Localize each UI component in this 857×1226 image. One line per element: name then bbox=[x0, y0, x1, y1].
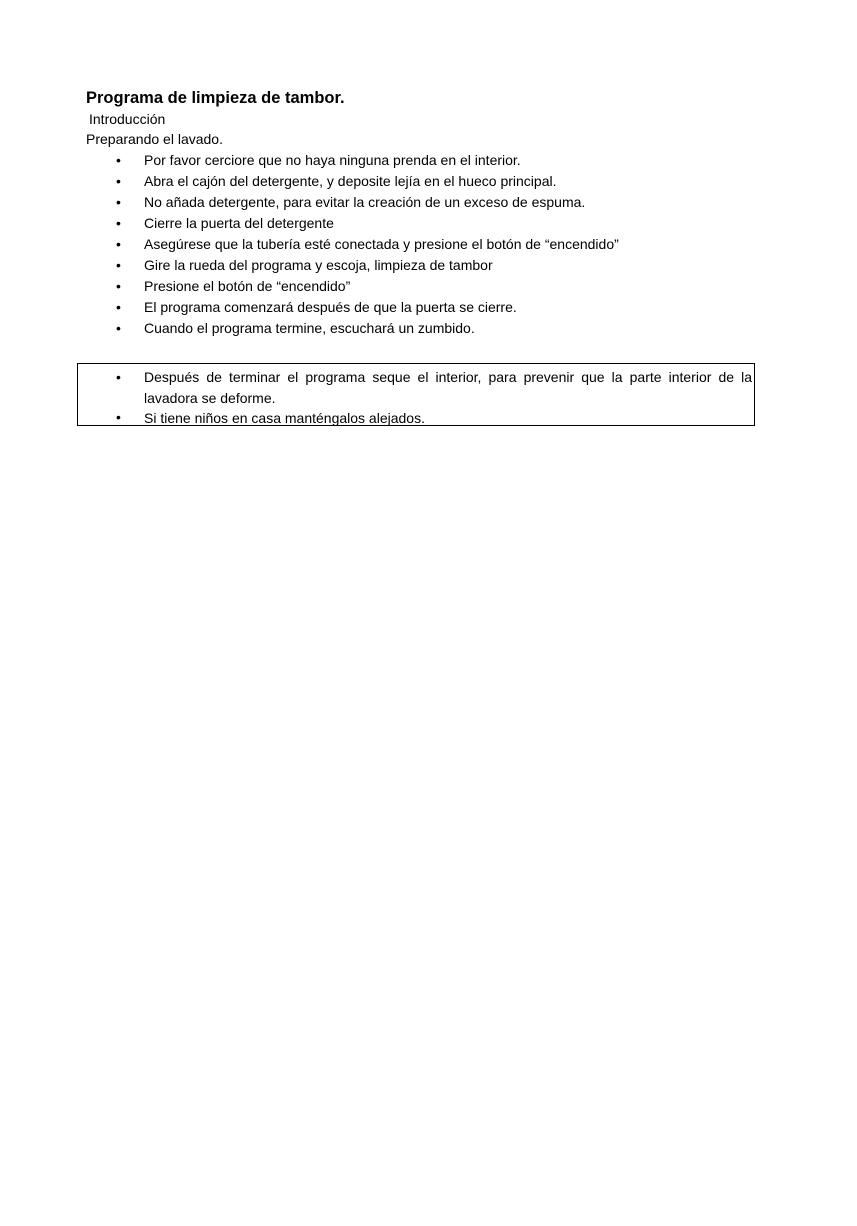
bullet-icon: • bbox=[116, 215, 121, 231]
bullet-icon: • bbox=[116, 236, 121, 252]
step-text: Cuando el programa termine, escuchará un zumbido. bbox=[144, 320, 475, 336]
bullet-icon: • bbox=[116, 369, 121, 385]
step-text: Gire la rueda del programa y escoja, limpieza de tambor bbox=[144, 257, 493, 273]
notice-item-dry-interior: Después de terminar el programa seque el interior, para prevenir que la parte interior de la lavadora se deforme. bbox=[144, 369, 752, 406]
bullet-icon: • bbox=[116, 320, 121, 336]
bullet-icon: • bbox=[116, 409, 121, 425]
list-item bbox=[0, 150, 857, 171]
notice-box bbox=[77, 363, 755, 426]
steps-list bbox=[0, 150, 857, 339]
bullet-icon: • bbox=[116, 152, 121, 168]
list-item bbox=[0, 192, 857, 213]
bullet-icon: • bbox=[116, 278, 121, 294]
list-item bbox=[0, 276, 857, 297]
list-item bbox=[0, 234, 857, 255]
step-text: Abra el cajón del detergente, y deposite lejía en el hueco principal. bbox=[144, 173, 557, 189]
step-text: Presione el botón de “encendido” bbox=[144, 278, 351, 294]
step-text: El programa comenzará después de que la puerta se cierre. bbox=[144, 299, 517, 315]
intro-label: Introducción bbox=[89, 111, 166, 127]
bullet-icon: • bbox=[116, 173, 121, 189]
step-text: Cierre la puerta del detergente bbox=[144, 215, 334, 231]
step-text: No añada detergente, para evitar la creación de un exceso de espuma. bbox=[144, 194, 586, 210]
list-item bbox=[0, 255, 857, 276]
bullet-icon: • bbox=[116, 257, 121, 273]
document-title: Programa de limpieza de tambor. bbox=[86, 89, 345, 107]
bullet-icon: • bbox=[116, 299, 121, 315]
list-item bbox=[0, 297, 857, 318]
bullet-icon: • bbox=[116, 194, 121, 210]
step-text: Por favor cerciore que no haya ninguna prenda en el interior. bbox=[144, 152, 521, 168]
prep-heading: Preparando el lavado. bbox=[86, 131, 223, 147]
list-item bbox=[0, 171, 857, 192]
list-item bbox=[0, 213, 857, 234]
step-text: Asegúrese que la tubería esté conectada y presione el botón de “encendido” bbox=[144, 236, 619, 252]
notice-item-children: Si tiene niños en casa manténgalos alejados. bbox=[144, 410, 425, 426]
list-item bbox=[0, 318, 857, 339]
